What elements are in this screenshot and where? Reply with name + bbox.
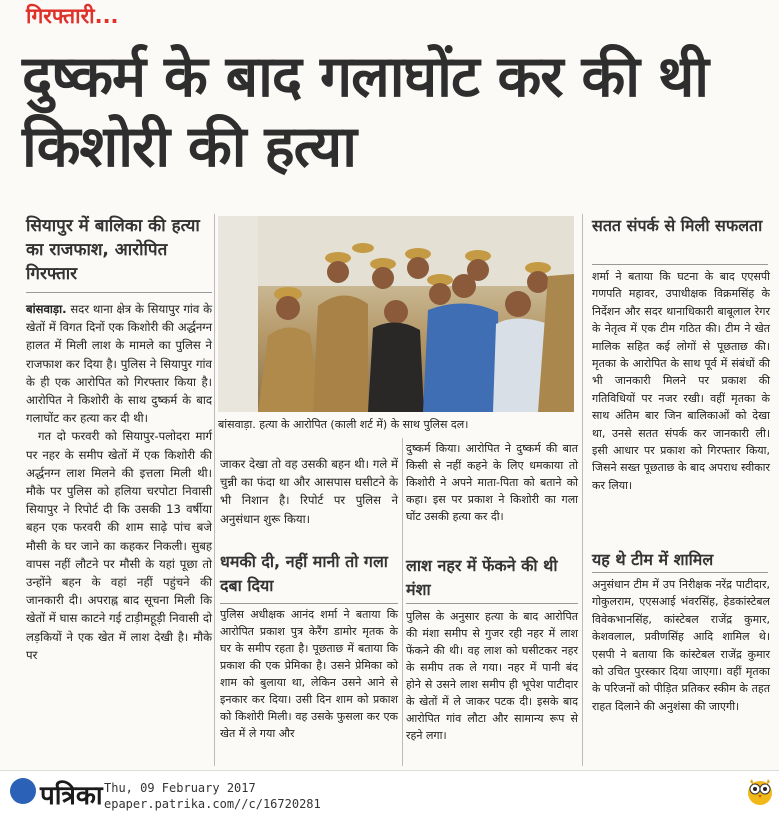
patrika-logo-icon [10,778,36,804]
middle-para: पुलिस अधीक्षक आनंद शर्मा ने बताया कि आरोपित प्रकाश पुत्र केरैंग डामोर मृतक के घर के समीप रहता है। पूछताछ में बताया कि प्रकाश की एक प्रेमिका है। उसने प्रेमिका को शाम को बुलाया था, लेकिन उसने आने से इनकार कर दिया। उसी दिन शाम को प्रकाश को किशोरी मिली। वह उसके फुसला कर एक खेत में ले गया और [220,608,398,740]
edition-date: Thu, 09 February 2017 [104,781,256,795]
column-divider [214,214,215,766]
left-subhead: सियापुर में बालिका की हत्या का राजफाश, आरोपित गिरफ्तार [26,216,200,284]
page-headline: दुष्कर्म के बाद गलाघोंट कर की थी किशोरी की हत्या [22,44,709,180]
left-para-1: सदर थाना क्षेत्र के सियापुर गांव के खेतों में विगत दिनों एक किशोरी की अर्द्धनग्न हालत में मिली लाश के मामले का पुलिस ने राजफाश कर दिया है। पुलिस ने सियापुर गांव के ही एक आरोपित को गिरफ्तार किया है। आरोपित ने किशोरी के साथ दुष्कर्म के बाद गलाघोंट कर हत्या कर दी थी। [26,302,213,426]
middle-subhead: धमकी दी, नहीं मानी तो गला दबा दिया [220,552,388,595]
epaper-url[interactable]: epaper.patrika.com//c/16720281 [104,797,321,811]
right-para-2: अनुसंधान टीम में उप निरीक्षक नरेंद्र पाटीदार, गोकुलराम, एएसआई भंवरसिंह, हेडकांस्टेबल विवेकभानसिंह, कांस्टेबल राजेंद्र कुमार, केशवलाल, प्रवीणसिंह आदि शामिल थे। एसपी ने बताया कि कांस्टेबल राजेंद्र कुमार को उचित पुरस्कार दिया जाएगा। वहीं मृतका के परिजनों को पीड़ित प्रतिकर स्कीम के तहत राहत दिलाने की अनुशंसा की जाएगी। [592,578,770,713]
middle-cont: जाकर देखा तो वह उसकी बहन थी। गले में चुन्नी का फंदा था और आसपास घसीटने के भी निशान है। रिपोर्ट पर पुलिस ने अनुसंधान शुरू किया। [220,457,398,526]
footer-meta [104,780,321,812]
middle-subhead-rule [220,603,398,604]
left-article-body [26,300,212,664]
third-para: पुलिस के अनुसार हत्या के बाद आरोपित की मंशा समीप से गुजर रही नहर में लाश फेंकने की थी। वह लाश को घसीटकर नहर के समीप तक ले गया। नहर में पानी बंद होने से उसने लाश समीप ही भूपेश पाटीदार के खेतों में ले जाकर पटक दी। इसके बाद आरोपित गांव लौटा और सामान्य रूप से रहने लगा। [406,610,578,742]
third-subhead: लाश नहर में फेंकने की थी मंशा [406,556,558,599]
column-divider [402,438,403,766]
dateline: बांसवाड़ा. [26,302,67,316]
right-subhead-rule [592,264,768,265]
column-divider [582,214,583,766]
photo-caption: बांसवाड़ा. हत्या के आरोपित (काली शर्ट में) के साथ पुलिस दल। [218,418,469,431]
right-para-1: शर्मा ने बताया कि घटना के बाद एएसपी गणपति महावर, उपाधीक्षक विक्रमसिंह के निर्देशन और सदर थानाधिकारी बाबूलाल रेगर के नेतृत्व में एक टीम गठित की। टीम ने खेत मालिक सहित कई लोगों से पूछताछ की। मृतका के आरोपित के साथ पूर्व में संबंधों की भी जानकारी मिलने पर प्रकाश की गतिविधियों पर नजर रखी। वहीं मृतका के साथ अंतिम बार जिन बालिकाओं को देखा था, उनसे सतत संपर्क कर जानकारी ली। इसी आधार पर प्रकाश को गिरफ्तार किया, जिसने सख्त पूछताछ के बाद अपराध स्वीकार कर लिया। [592,270,770,492]
police-group-photo [218,216,574,412]
third-cont: दुष्कर्म किया। आरोपित ने दुष्कर्म की बात किसी से नहीं कहने के लिए धमकाया तो किशोरी ने अपने माता-पिता को बताने को कहा। इस पर प्रकाश ने किशोरी का गला घोंट उसकी हत्या कर दी। [406,442,578,523]
patrika-logo: पत्रिका [40,781,103,811]
right-subhead-2: यह थे टीम में शामिल [592,550,714,569]
owl-icon [746,776,774,806]
news-photo [218,216,574,412]
third-subhead-rule [406,603,578,604]
left-para-2: गत दो फरवरी को सियापुर-पलोदरा मार्ग पर नहर के समीप खेतों में एक किशोरी की अर्द्धनग्न लाश मिलने की इत्तला मिली थी। मौके पर पुलिस को हलिया चरपोटा निवासी सियापुर ने रिपोर्ट दी कि उसकी 13 वर्षीया बहन एक फरवरी की शाम साढ़े पांच बजे मौसी के घर जाने का कहकर निकली। सुबह वापस नहीं लौटने पर मौसी के यहां पूछा तो उन्होंने बहन के वहां नहीं पहुंचने की जानकारी दी। अपराह्न बाद सूचना मिली कि खेतों में घास काटने गई टाड़ीमहूड़ी निवासी दो लड़कियों ने एक खेत में लाश देखी है। मौके पर [26,429,212,662]
right-subhead-rule-2 [592,572,768,573]
left-subhead-rule [26,292,212,293]
section-kicker: गिरफ्तारी... [26,4,119,28]
right-subhead-1: सतत संपर्क से मिली सफलता [592,216,763,235]
